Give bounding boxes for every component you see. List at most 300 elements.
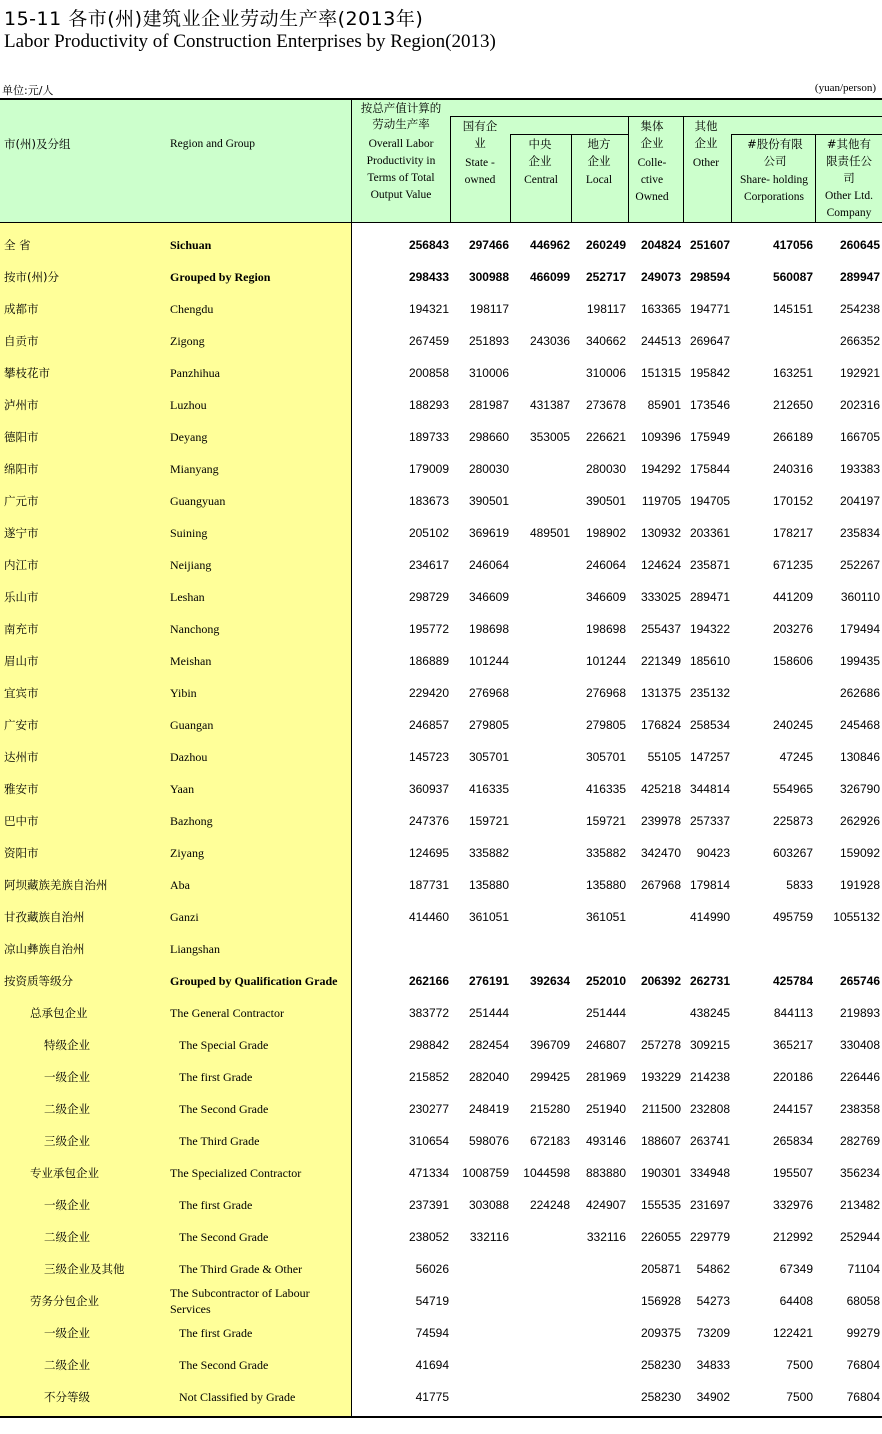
table-row — [0, 933, 882, 965]
table-row — [0, 773, 882, 805]
table-row — [0, 325, 882, 357]
cell-value: 193229 — [640, 1070, 681, 1084]
cell-value: 424907 — [585, 1198, 626, 1212]
header-shareholding-cn: #股份有限公司 — [747, 137, 803, 168]
row-label-cn: 资阳市 — [4, 846, 39, 860]
cell-value — [512, 997, 570, 1029]
cell-value: 179494 — [839, 622, 880, 636]
row-label-en: Sichuan — [170, 238, 212, 252]
cell-value: 166705 — [839, 430, 880, 444]
cell-value: 76804 — [846, 1358, 880, 1372]
table-row — [0, 357, 882, 389]
cell-value: 71104 — [847, 1262, 880, 1276]
cell-value: 101244 — [585, 654, 626, 668]
cell-value — [453, 933, 509, 965]
row-label-cn: 二级企业 — [44, 1230, 90, 1244]
cell-value: 178217 — [772, 526, 813, 540]
row-label-en: The General Contractor — [170, 1006, 284, 1020]
cell-value — [512, 581, 570, 613]
cell-value: 204197 — [839, 494, 880, 508]
cell-value: 289947 — [839, 270, 880, 284]
cell-value: 262166 — [408, 974, 449, 988]
cell-value: 425784 — [772, 974, 813, 988]
cell-value: 240316 — [772, 462, 813, 476]
cell-value: 425218 — [640, 782, 681, 796]
header-overall-cn: 按总产值计算的劳动生产率 — [360, 101, 442, 131]
cell-value: 156928 — [640, 1294, 681, 1308]
cell-value — [512, 741, 570, 773]
cell-value: 414460 — [408, 910, 449, 924]
table-row — [0, 421, 882, 453]
cell-value: 188607 — [640, 1134, 681, 1148]
cell-value: 195772 — [408, 622, 449, 636]
cell-value — [512, 1381, 570, 1413]
table-row — [0, 741, 882, 773]
table-row — [0, 645, 882, 677]
row-label-en: The first Grade — [179, 1326, 253, 1340]
cell-value: 396709 — [529, 1038, 570, 1052]
cell-value: 267459 — [408, 334, 449, 348]
table-row — [0, 1285, 882, 1317]
row-label-en: Deyang — [170, 430, 208, 444]
cell-value: 231697 — [689, 1198, 730, 1212]
cell-value: 122421 — [772, 1326, 813, 1340]
cell-value — [512, 1221, 570, 1253]
cell-value: 332976 — [772, 1198, 813, 1212]
cell-value: 246857 — [408, 718, 449, 732]
cell-value: 135880 — [585, 878, 626, 892]
cell-value: 205871 — [640, 1262, 681, 1276]
cell-value: 41775 — [415, 1390, 449, 1404]
cell-value: 246064 — [585, 558, 626, 572]
row-label-en: Grouped by Region — [170, 270, 271, 284]
cell-value — [512, 677, 570, 709]
table-row — [0, 1061, 882, 1093]
cell-value: 246064 — [468, 558, 509, 572]
cell-value: 255437 — [640, 622, 681, 636]
cell-value: 151315 — [640, 366, 681, 380]
cell-value: 5833 — [786, 878, 813, 892]
cell-value: 390501 — [585, 494, 626, 508]
cell-value: 598076 — [468, 1134, 509, 1148]
cell-value: 251444 — [585, 1006, 626, 1020]
cell-value: 202316 — [839, 398, 880, 412]
cell-value: 76804 — [846, 1390, 880, 1404]
cell-value: 361051 — [468, 910, 509, 924]
cell-value — [572, 1317, 626, 1349]
cell-value — [512, 837, 570, 869]
cell-value: 54862 — [696, 1262, 730, 1276]
cell-value: 265834 — [772, 1134, 813, 1148]
cell-value: 193383 — [839, 462, 880, 476]
table-row — [0, 1221, 882, 1253]
cell-value: 229420 — [408, 686, 449, 700]
cell-value: 340662 — [585, 334, 626, 348]
row-label-en: The Special Grade — [179, 1038, 269, 1052]
cell-value: 176824 — [640, 718, 681, 732]
cell-value: 289471 — [689, 590, 730, 604]
divider — [815, 134, 816, 222]
cell-value: 493146 — [585, 1134, 626, 1148]
cell-value: 258230 — [640, 1358, 681, 1372]
row-label-cn: 一级企业 — [44, 1070, 90, 1084]
table-top-rule — [0, 98, 882, 100]
row-label-cn: 宜宾市 — [4, 686, 39, 700]
unit-label-en: (yuan/person) — [814, 82, 876, 94]
row-label-en: Not Classified by Grade — [179, 1390, 296, 1404]
row-label-en: The Second Grade — [179, 1102, 269, 1116]
divider — [450, 116, 451, 222]
cell-value: 672183 — [529, 1134, 570, 1148]
cell-value: 303088 — [468, 1198, 509, 1212]
cell-value: 883880 — [585, 1166, 626, 1180]
cell-value: 195842 — [689, 366, 730, 380]
cell-value: 220186 — [772, 1070, 813, 1084]
cell-value: 280030 — [585, 462, 626, 476]
cell-value: 298842 — [408, 1038, 449, 1052]
row-label-en: Dazhou — [170, 750, 208, 764]
cell-value: 282454 — [468, 1038, 509, 1052]
cell-value: 192921 — [839, 366, 880, 380]
cell-value — [453, 1253, 509, 1285]
table-row — [0, 229, 882, 261]
table-row — [0, 1317, 882, 1349]
row-label-cn: 按资质等级分 — [4, 974, 73, 988]
table-bottom-rule — [0, 1416, 882, 1418]
row-label-cn: 不分等级 — [44, 1390, 90, 1404]
cell-value: 163251 — [772, 366, 813, 380]
cell-value: 334948 — [689, 1166, 730, 1180]
row-label-cn: 达州市 — [4, 750, 39, 764]
cell-value — [512, 805, 570, 837]
table-row — [0, 805, 882, 837]
cell-value: 7500 — [786, 1390, 813, 1404]
header-other-en: Other — [692, 157, 720, 169]
cell-value — [512, 1253, 570, 1285]
cell-value: 198698 — [585, 622, 626, 636]
cell-value: 266352 — [839, 334, 880, 348]
cell-value — [735, 325, 813, 357]
row-label-cn: 眉山市 — [4, 654, 39, 668]
cell-value: 247376 — [408, 814, 449, 828]
cell-value: 332116 — [586, 1230, 626, 1244]
cell-value — [453, 1381, 509, 1413]
row-label-cn: 内江市 — [4, 558, 39, 572]
table-row — [0, 453, 882, 485]
cell-value: 844113 — [773, 1006, 813, 1020]
row-label-en: Leshan — [170, 590, 205, 604]
cell-value: 344814 — [689, 782, 730, 796]
cell-value: 353005 — [529, 430, 570, 444]
cell-value — [453, 1285, 509, 1317]
cell-value: 560087 — [772, 270, 813, 284]
cell-value: 194705 — [689, 494, 730, 508]
cell-value — [512, 1349, 570, 1381]
header-otherltd-en: Other Ltd. Company — [825, 190, 873, 219]
cell-value: 299425 — [529, 1070, 570, 1084]
cell-value — [572, 1349, 626, 1381]
cell-value: 198902 — [585, 526, 626, 540]
cell-value: 187731 — [408, 878, 449, 892]
cell-value: 252944 — [839, 1230, 880, 1244]
cell-value: 189733 — [408, 430, 449, 444]
cell-value: 245468 — [839, 718, 880, 732]
table-row — [0, 901, 882, 933]
cell-value — [572, 933, 626, 965]
cell-value — [512, 1285, 570, 1317]
cell-value: 135880 — [468, 878, 509, 892]
cell-value: 90423 — [696, 846, 730, 860]
cell-value: 310006 — [585, 366, 626, 380]
cell-value: 265746 — [839, 974, 880, 988]
divider — [510, 134, 511, 222]
cell-value: 309215 — [689, 1038, 730, 1052]
cell-value: 194321 — [408, 302, 449, 316]
cell-value: 130932 — [640, 526, 681, 540]
header-region-cn: 市(州)及分组 — [4, 137, 71, 151]
cell-value: 257337 — [689, 814, 730, 828]
row-label-en: Suining — [170, 526, 208, 540]
table-row — [0, 517, 882, 549]
row-label-cn: 遂宁市 — [4, 526, 39, 540]
cell-value — [512, 645, 570, 677]
cell-value: 383772 — [408, 1006, 449, 1020]
cell-value: 281987 — [468, 398, 509, 412]
row-label-cn: 广元市 — [4, 494, 39, 508]
header-other-cn: 其他企业 — [694, 119, 718, 150]
cell-value: 198698 — [468, 622, 509, 636]
cell-value: 226621 — [585, 430, 626, 444]
cell-value — [512, 709, 570, 741]
cell-value: 262686 — [839, 686, 880, 700]
row-label-en: The Third Grade & Other — [179, 1262, 303, 1276]
header-overall-en: Overall Labor Productivity in Terms of Total Output Value — [366, 138, 436, 201]
row-label-en: Mianyang — [170, 462, 219, 476]
cell-value: 258534 — [689, 718, 730, 732]
cell-value: 369619 — [468, 526, 509, 540]
cell-value — [629, 997, 681, 1029]
cell-value: 257278 — [640, 1038, 681, 1052]
header-collective-cn: 集体企业 — [640, 119, 664, 150]
cell-value: 212992 — [772, 1230, 813, 1244]
divider — [628, 116, 629, 222]
divider — [510, 134, 628, 135]
cell-value: 205102 — [408, 526, 449, 540]
row-label-cn: 绵阳市 — [4, 462, 39, 476]
table-row — [0, 613, 882, 645]
cell-value: 209375 — [640, 1326, 681, 1340]
cell-value: 279805 — [585, 718, 626, 732]
row-label-en: Guangyuan — [170, 494, 226, 508]
cell-value: 248419 — [468, 1102, 509, 1116]
cell-value: 73209 — [696, 1326, 730, 1340]
row-label-en: Panzhihua — [170, 366, 220, 380]
cell-value: 471334 — [408, 1166, 449, 1180]
cell-value: 671235 — [772, 558, 813, 572]
cell-value: 56026 — [415, 1262, 449, 1276]
cell-value — [512, 357, 570, 389]
cell-value: 147257 — [689, 750, 730, 764]
row-label-en: Yibin — [170, 686, 197, 700]
cell-value: 282769 — [839, 1134, 880, 1148]
cell-value: 256843 — [408, 238, 449, 252]
cell-value — [453, 1349, 509, 1381]
cell-value: 213482 — [839, 1198, 880, 1212]
row-label-en: Guangan — [170, 718, 214, 732]
cell-value: 188293 — [408, 398, 449, 412]
cell-value: 74594 — [415, 1326, 449, 1340]
cell-value: 203276 — [772, 622, 813, 636]
cell-value — [512, 549, 570, 581]
cell-value — [735, 677, 813, 709]
row-label-en: Grouped by Qualification Grade — [170, 974, 338, 988]
cell-value: 298729 — [408, 590, 449, 604]
cell-value: 200858 — [408, 366, 449, 380]
cell-value: 254238 — [839, 302, 880, 316]
divider — [571, 134, 572, 222]
cell-value: 252010 — [585, 974, 626, 988]
cell-value — [816, 933, 880, 965]
cell-value: 226055 — [640, 1230, 681, 1244]
cell-value: 262926 — [839, 814, 880, 828]
row-label-cn: 雅安市 — [4, 782, 39, 796]
cell-value: 7500 — [786, 1358, 813, 1372]
cell-value: 235871 — [689, 558, 730, 572]
row-label-en: Meishan — [170, 654, 212, 668]
row-label-en: The first Grade — [179, 1198, 253, 1212]
cell-value: 185610 — [689, 654, 730, 668]
cell-value: 186889 — [408, 654, 449, 668]
unit-label-cn: 单位:元/人 — [2, 84, 54, 97]
cell-value: 240245 — [772, 718, 813, 732]
cell-value: 273678 — [585, 398, 626, 412]
cell-value — [512, 485, 570, 517]
row-label-cn: 专业承包企业 — [30, 1166, 99, 1180]
header-bottom-rule — [0, 222, 882, 223]
cell-value: 416335 — [585, 782, 626, 796]
row-label-en: The Specialized Contractor — [170, 1166, 302, 1180]
cell-value: 173546 — [689, 398, 730, 412]
cell-value: 330408 — [839, 1038, 880, 1052]
cell-value: 346609 — [468, 590, 509, 604]
row-label-cn: 一级企业 — [44, 1198, 90, 1212]
header-state-cn: 国有企业 — [462, 119, 498, 150]
row-label-cn: 全 省 — [4, 238, 31, 252]
cell-value: 298433 — [408, 270, 449, 284]
row-label-cn: 成都市 — [4, 302, 39, 316]
cell-value: 305701 — [585, 750, 626, 764]
cell-value: 191928 — [839, 878, 880, 892]
cell-value: 119705 — [641, 494, 681, 508]
cell-value: 194771 — [689, 302, 730, 316]
cell-value: 300988 — [468, 270, 509, 284]
row-label-cn: 三级企业 — [44, 1134, 90, 1148]
divider — [731, 134, 882, 135]
row-label-cn: 泸州市 — [4, 398, 39, 412]
row-label-en: Neijiang — [170, 558, 212, 572]
cell-value — [512, 453, 570, 485]
cell-value — [512, 293, 570, 325]
cell-value — [357, 933, 449, 965]
cell-value: 198117 — [586, 302, 626, 316]
row-label-en: Zigong — [170, 334, 205, 348]
cell-value: 190301 — [640, 1166, 681, 1180]
table-row — [0, 997, 882, 1029]
cell-value: 417056 — [772, 238, 813, 252]
page-title-en: Labor Productivity of Construction Enterprises by Region(2013) — [4, 31, 496, 52]
cell-value: 361051 — [585, 910, 626, 924]
cell-value: 346609 — [585, 590, 626, 604]
cell-value: 335882 — [585, 846, 626, 860]
cell-value: 282040 — [468, 1070, 509, 1084]
cell-value: 298594 — [689, 270, 730, 284]
row-label-cn: 凉山彝族自治州 — [4, 942, 85, 956]
cell-value: 214238 — [689, 1070, 730, 1084]
cell-value: 99279 — [846, 1326, 880, 1340]
cell-value: 310654 — [408, 1134, 449, 1148]
cell-value: 441209 — [772, 590, 813, 604]
cell-value: 159721 — [468, 814, 509, 828]
cell-value: 237391 — [408, 1198, 449, 1212]
table-row — [0, 581, 882, 613]
cell-value: 224248 — [529, 1198, 570, 1212]
table-row — [0, 837, 882, 869]
cell-value: 206392 — [640, 974, 681, 988]
cell-value: 234617 — [408, 558, 449, 572]
row-label-cn: 甘孜藏族自治州 — [4, 910, 85, 924]
cell-value: 390501 — [468, 494, 509, 508]
cell-value — [512, 901, 570, 933]
cell-value — [572, 1381, 626, 1413]
row-label-cn: 广安市 — [4, 718, 39, 732]
header-state-en: State -owned — [464, 157, 496, 186]
cell-value: 392634 — [529, 974, 570, 988]
cell-value: 252717 — [585, 270, 626, 284]
table-row — [0, 1125, 882, 1157]
cell-value — [629, 933, 681, 965]
cell-value: 276968 — [585, 686, 626, 700]
header-region-en: Region and Group — [170, 138, 255, 150]
cell-value: 41694 — [415, 1358, 449, 1372]
cell-value: 239978 — [640, 814, 681, 828]
row-label-en: Chengdu — [170, 302, 214, 316]
cell-value: 267968 — [640, 878, 681, 892]
table-row — [0, 965, 882, 997]
cell-value: 280030 — [468, 462, 509, 476]
cell-value: 158606 — [772, 654, 813, 668]
cell-value: 170152 — [772, 494, 813, 508]
cell-value: 179814 — [689, 878, 730, 892]
row-label-en: Luzhou — [170, 398, 207, 412]
cell-value: 416335 — [468, 782, 509, 796]
cell-value: 145723 — [408, 750, 449, 764]
cell-value: 1008759 — [462, 1166, 509, 1180]
cell-value: 204824 — [640, 238, 681, 252]
cell-value — [572, 1253, 626, 1285]
row-label-cn: 德阳市 — [4, 430, 39, 444]
row-label-en: The Second Grade — [179, 1358, 269, 1372]
cell-value — [735, 933, 813, 965]
row-label-cn: 劳务分包企业 — [30, 1294, 99, 1308]
cell-value: 298660 — [468, 430, 509, 444]
cell-value: 446962 — [529, 238, 570, 252]
row-label-cn: 二级企业 — [44, 1358, 90, 1372]
row-label-en: Liangshan — [170, 942, 220, 956]
cell-value — [512, 773, 570, 805]
cell-value: 603267 — [772, 846, 813, 860]
table-row — [0, 1349, 882, 1381]
table-row — [0, 709, 882, 741]
